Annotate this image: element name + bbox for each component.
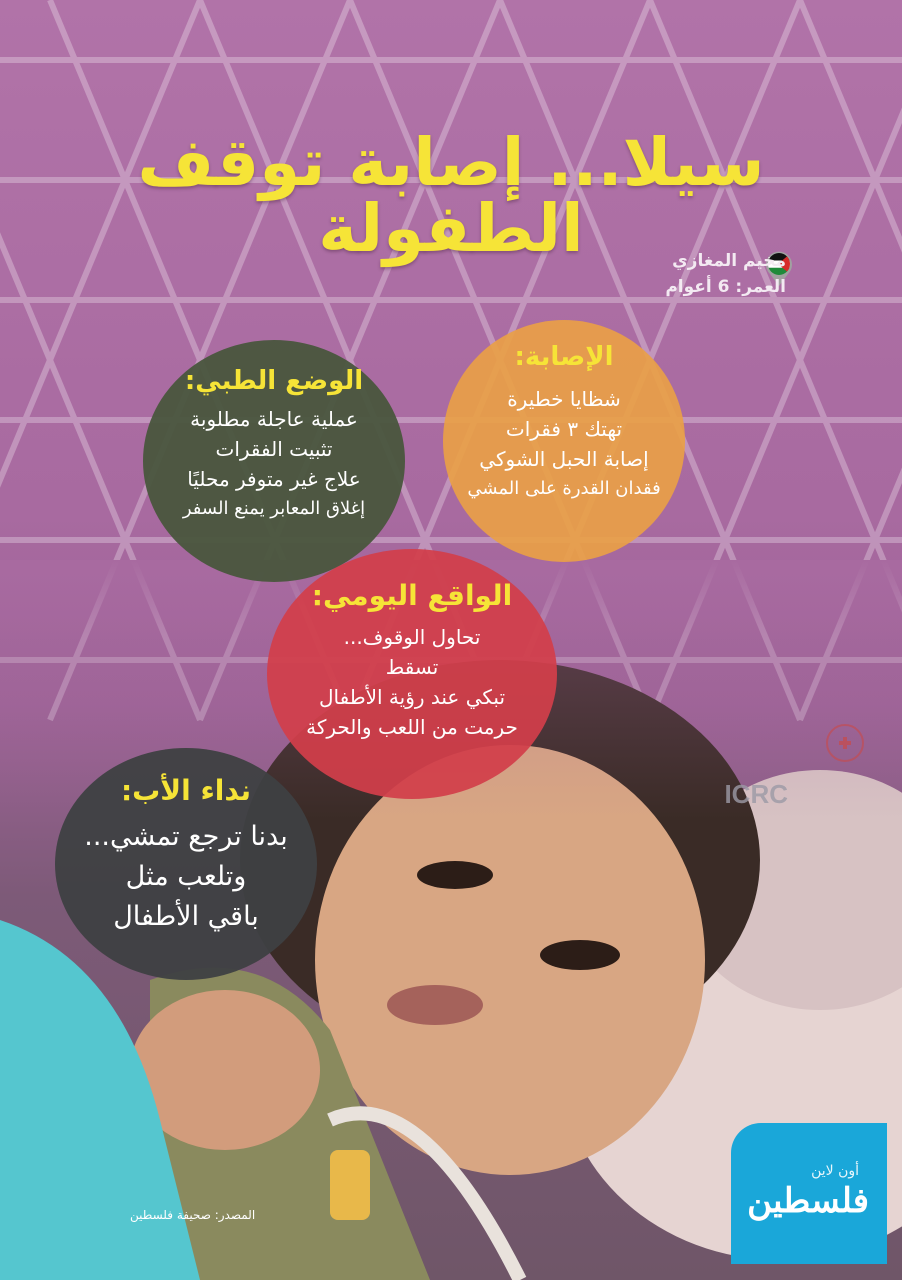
logo-subtext: أون لاين bbox=[811, 1163, 859, 1179]
injury-line: فقدان القدرة على المشي bbox=[467, 478, 661, 499]
father-heading: نداء الأب: bbox=[120, 774, 252, 807]
medical-heading: الوضع الطبي: bbox=[184, 366, 364, 396]
medical-line: تثبيت الفقرات bbox=[215, 437, 333, 461]
injury-circle bbox=[443, 320, 685, 562]
father-line: وتلعب مثل bbox=[125, 861, 247, 892]
injury-line: شظايا خطيرة bbox=[507, 387, 621, 411]
age-label: العمر: 6 أعوام bbox=[665, 277, 786, 297]
daily-line: تسقط bbox=[385, 655, 439, 679]
daily-line: حرمت من اللعب والحركة bbox=[306, 715, 518, 739]
daily-line: تبكي عند رؤية الأطفال bbox=[318, 685, 506, 709]
medical-line: عملية عاجلة مطلوبة bbox=[190, 407, 358, 431]
daily-line: تحاول الوقوف... bbox=[343, 625, 481, 649]
daily-reality-circle bbox=[267, 549, 557, 799]
source-credit: المصدر: صحيفة فلسطين bbox=[130, 1208, 256, 1222]
medical-circle bbox=[143, 340, 405, 582]
svg-text:ICRC: ICRC bbox=[724, 779, 788, 809]
father-appeal-circle bbox=[55, 748, 317, 980]
daily-heading: الواقع اليومي: bbox=[311, 579, 513, 612]
camp-name: مخيم المغازي bbox=[672, 251, 786, 271]
medical-line: إغلاق المعابر يمنع السفر bbox=[182, 498, 366, 519]
page-title: سيلا... إصابة توقف الطفولة bbox=[137, 124, 765, 267]
injury-line: تهتك ٣ فقرات bbox=[505, 417, 623, 441]
father-line: باقي الأطفال bbox=[113, 901, 259, 932]
felesteen-logo bbox=[731, 1123, 887, 1264]
icrc-watermark bbox=[724, 718, 885, 828]
injury-line: إصابة الحبل الشوكي bbox=[479, 447, 649, 471]
location-info bbox=[665, 248, 786, 300]
father-line: بدنا ترجع تمشي... bbox=[84, 821, 288, 852]
logo-text: فلسطين bbox=[747, 1181, 869, 1221]
medical-line: علاج غير متوفر محليًا bbox=[187, 467, 361, 491]
injury-heading: الإصابة: bbox=[514, 342, 614, 372]
